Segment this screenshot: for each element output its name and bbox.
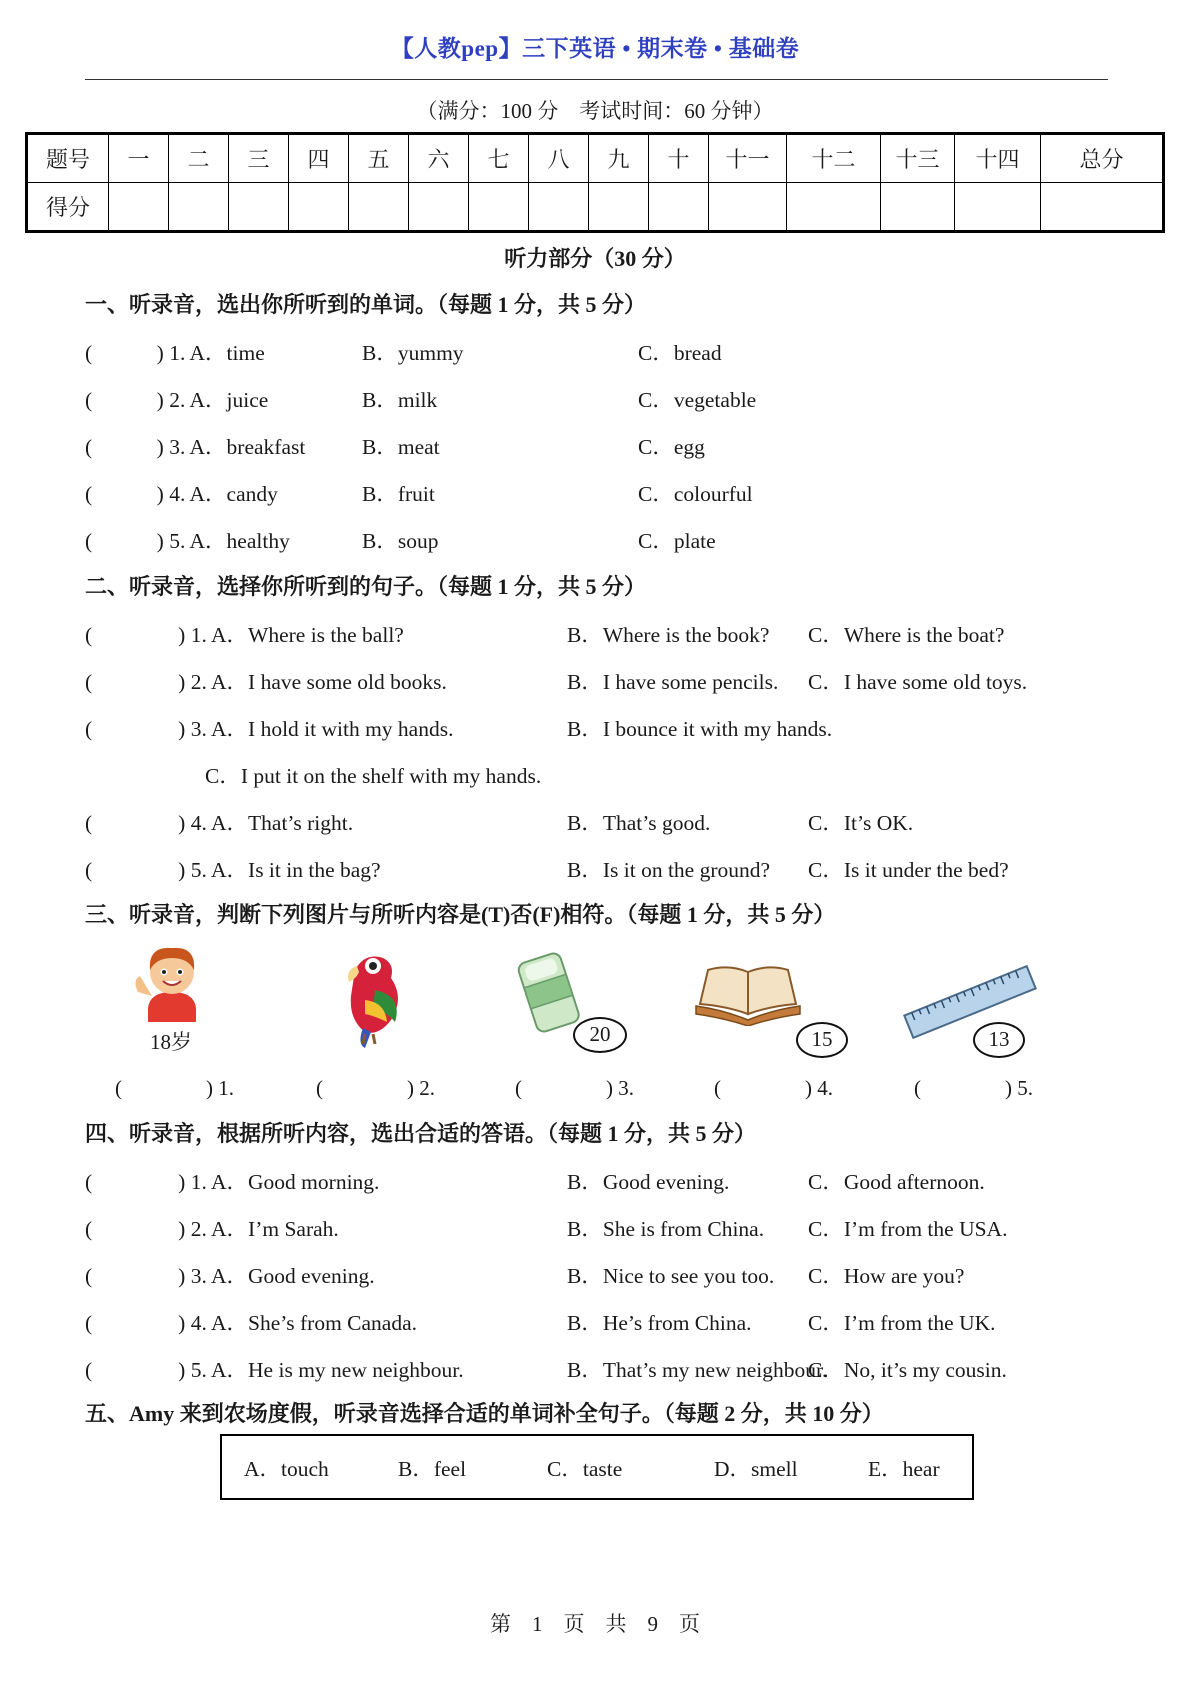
question-option-b: B．yummy	[362, 341, 464, 365]
part2-heading: 二、听录音，选择你所听到的句子。（每题 1 分，共 5 分）	[85, 574, 647, 599]
section-title: 听力部分（30 分）	[504, 246, 686, 271]
score-input-cell[interactable]	[289, 183, 349, 232]
score-input-cell[interactable]	[709, 183, 787, 232]
score-input-cell[interactable]	[109, 183, 169, 232]
answer-blank[interactable]: ( ) 3.	[515, 1076, 634, 1100]
question-option-a: ( ) 3. A．I hold it with my hands.	[85, 717, 454, 741]
question-option-c: C．egg	[638, 435, 705, 459]
score-input-cell[interactable]	[529, 183, 589, 232]
score-cell: 十三	[881, 134, 955, 183]
question-option-c: C．I’m from the USA.	[808, 1217, 1008, 1241]
question-option-a: ( ) 4. A．candy	[85, 482, 278, 506]
question-option-c: C．Where is the boat?	[808, 623, 1005, 647]
score-input-cell[interactable]	[169, 183, 229, 232]
part3-heading: 三、听录音，判断下列图片与所听内容是(T)否(F)相符。（每题 1 分，共 5 分）	[85, 902, 836, 927]
question-option-a: ( ) 5. A．He is my new neighbour.	[85, 1358, 464, 1382]
score-row-label: 得分	[27, 183, 109, 232]
question-option-c: C．How are you?	[808, 1264, 965, 1288]
score-cell: 一	[109, 134, 169, 183]
question-option-a: ( ) 1. A．Where is the ball?	[85, 623, 404, 647]
question-option-b: B．I bounce it with my hands.	[567, 717, 833, 741]
score-cell: 七	[469, 134, 529, 183]
score-table-header-row	[27, 134, 1164, 183]
score-input-cell[interactable]	[349, 183, 409, 232]
question-option-c: C．vegetable	[638, 388, 757, 412]
question-option-a: ( ) 2. A．juice	[85, 388, 269, 412]
score-cell: 十	[649, 134, 709, 183]
title-divider	[85, 79, 1108, 80]
score-cell: 十二	[787, 134, 881, 183]
score-input-cell[interactable]	[649, 183, 709, 232]
price-badge: 15	[796, 1022, 848, 1058]
question-option-a: ( ) 5. A．healthy	[85, 529, 290, 553]
question-option-b: B．milk	[362, 388, 438, 412]
score-cell: 题号	[27, 134, 109, 183]
answer-blank[interactable]: ( ) 2.	[316, 1076, 435, 1100]
score-cell: 六	[409, 134, 469, 183]
question-option-a: ( ) 3. A．breakfast	[85, 435, 306, 459]
score-input-cell[interactable]	[881, 183, 955, 232]
score-cell: 十四	[955, 134, 1041, 183]
exam-info: （满分：100 分 考试时间：60 分钟）	[416, 99, 774, 123]
score-input-cell[interactable]	[469, 183, 529, 232]
page-footer: 第 1 页 共 9 页	[490, 1612, 700, 1636]
score-cell: 八	[529, 134, 589, 183]
boy-picture	[130, 940, 215, 1022]
score-cell: 九	[589, 134, 649, 183]
word-option: C．taste	[547, 1457, 623, 1481]
question-option-a: ( ) 3. A．Good evening.	[85, 1264, 375, 1288]
question-option-b: B．Where is the book?	[567, 623, 770, 647]
score-input-cell[interactable]	[955, 183, 1041, 232]
word-option: B．feel	[398, 1457, 467, 1481]
question-option-b: B．Nice to see you too.	[567, 1264, 775, 1288]
question-option-c: C．Good afternoon.	[808, 1170, 985, 1194]
question-option-c: C．Is it under the bed?	[808, 858, 1009, 882]
question-option-b: B．Is it on the ground?	[567, 858, 771, 882]
question-option-b: B．meat	[362, 435, 440, 459]
score-input-cell[interactable]	[589, 183, 649, 232]
question-option-c: C．I put it on the shelf with my hands.	[205, 764, 542, 788]
question-option-c: C．bread	[638, 341, 722, 365]
question-option-c: C．I’m from the UK.	[808, 1311, 996, 1335]
question-option-b: B．soup	[362, 529, 439, 553]
question-option-a: ( ) 4. A．That’s right.	[85, 811, 354, 835]
word-option: D．smell	[714, 1457, 798, 1481]
question-option-c: C．colourful	[638, 482, 753, 506]
score-cell: 总分	[1041, 134, 1164, 183]
question-option-a: ( ) 1. A．time	[85, 341, 265, 365]
price-badge: 20	[573, 1017, 627, 1053]
question-option-b: B．He’s from China.	[567, 1311, 752, 1335]
score-input-cell[interactable]	[409, 183, 469, 232]
score-cell: 四	[289, 134, 349, 183]
price-badge: 13	[973, 1022, 1025, 1058]
book-picture	[694, 962, 802, 1026]
score-input-cell[interactable]	[787, 183, 881, 232]
word-bank	[220, 1434, 974, 1500]
word-option: A．touch	[244, 1457, 329, 1481]
question-option-c: C．It’s OK.	[808, 811, 914, 835]
score-cell: 三	[229, 134, 289, 183]
question-option-a: ( ) 1. A．Good morning.	[85, 1170, 380, 1194]
age-label: 18岁	[150, 1030, 192, 1054]
question-option-b: B．I have some pencils.	[567, 670, 779, 694]
question-option-a: ( ) 4. A．She’s from Canada.	[85, 1311, 418, 1335]
answer-blank[interactable]: ( ) 4.	[714, 1076, 833, 1100]
question-option-a: ( ) 2. A．I’m Sarah.	[85, 1217, 339, 1241]
score-cell: 五	[349, 134, 409, 183]
score-table-score-row	[27, 183, 1164, 232]
exam-title: 【人教pep】三下英语 • 期末卷 • 基础卷	[390, 36, 800, 61]
question-option-b: B．Good evening.	[567, 1170, 730, 1194]
score-cell: 二	[169, 134, 229, 183]
question-option-b: B．fruit	[362, 482, 435, 506]
question-option-a: ( ) 2. A．I have some old books.	[85, 670, 447, 694]
question-option-b: B．That’s my new neighbour.	[567, 1358, 828, 1382]
question-option-c: C．No, it’s my cousin.	[808, 1358, 1007, 1382]
question-option-b: B．She is from China.	[567, 1217, 765, 1241]
word-option: E．hear	[868, 1457, 940, 1481]
part1-heading: 一、听录音，选出你所听到的单词。（每题 1 分，共 5 分）	[85, 292, 647, 317]
answer-blank[interactable]: ( ) 5.	[914, 1076, 1033, 1100]
parrot-picture	[335, 940, 410, 1050]
part5-heading: 五、Amy 来到农场度假，听录音选择合适的单词补全句子。（每题 2 分，共 10 分）	[85, 1401, 884, 1426]
question-option-b: B．That’s good.	[567, 811, 711, 835]
score-input-cell[interactable]	[1041, 183, 1164, 232]
score-input-cell[interactable]	[229, 183, 289, 232]
question-option-c: C．plate	[638, 529, 716, 553]
question-option-c: C．I have some old toys.	[808, 670, 1028, 694]
question-option-a: ( ) 5. A．Is it in the bag?	[85, 858, 381, 882]
part4-heading: 四、听录音，根据所听内容，选出合适的答语。（每题 1 分，共 5 分）	[85, 1121, 757, 1146]
score-cell: 十一	[709, 134, 787, 183]
answer-blank[interactable]: ( ) 1.	[115, 1076, 234, 1100]
score-table	[25, 132, 1165, 233]
